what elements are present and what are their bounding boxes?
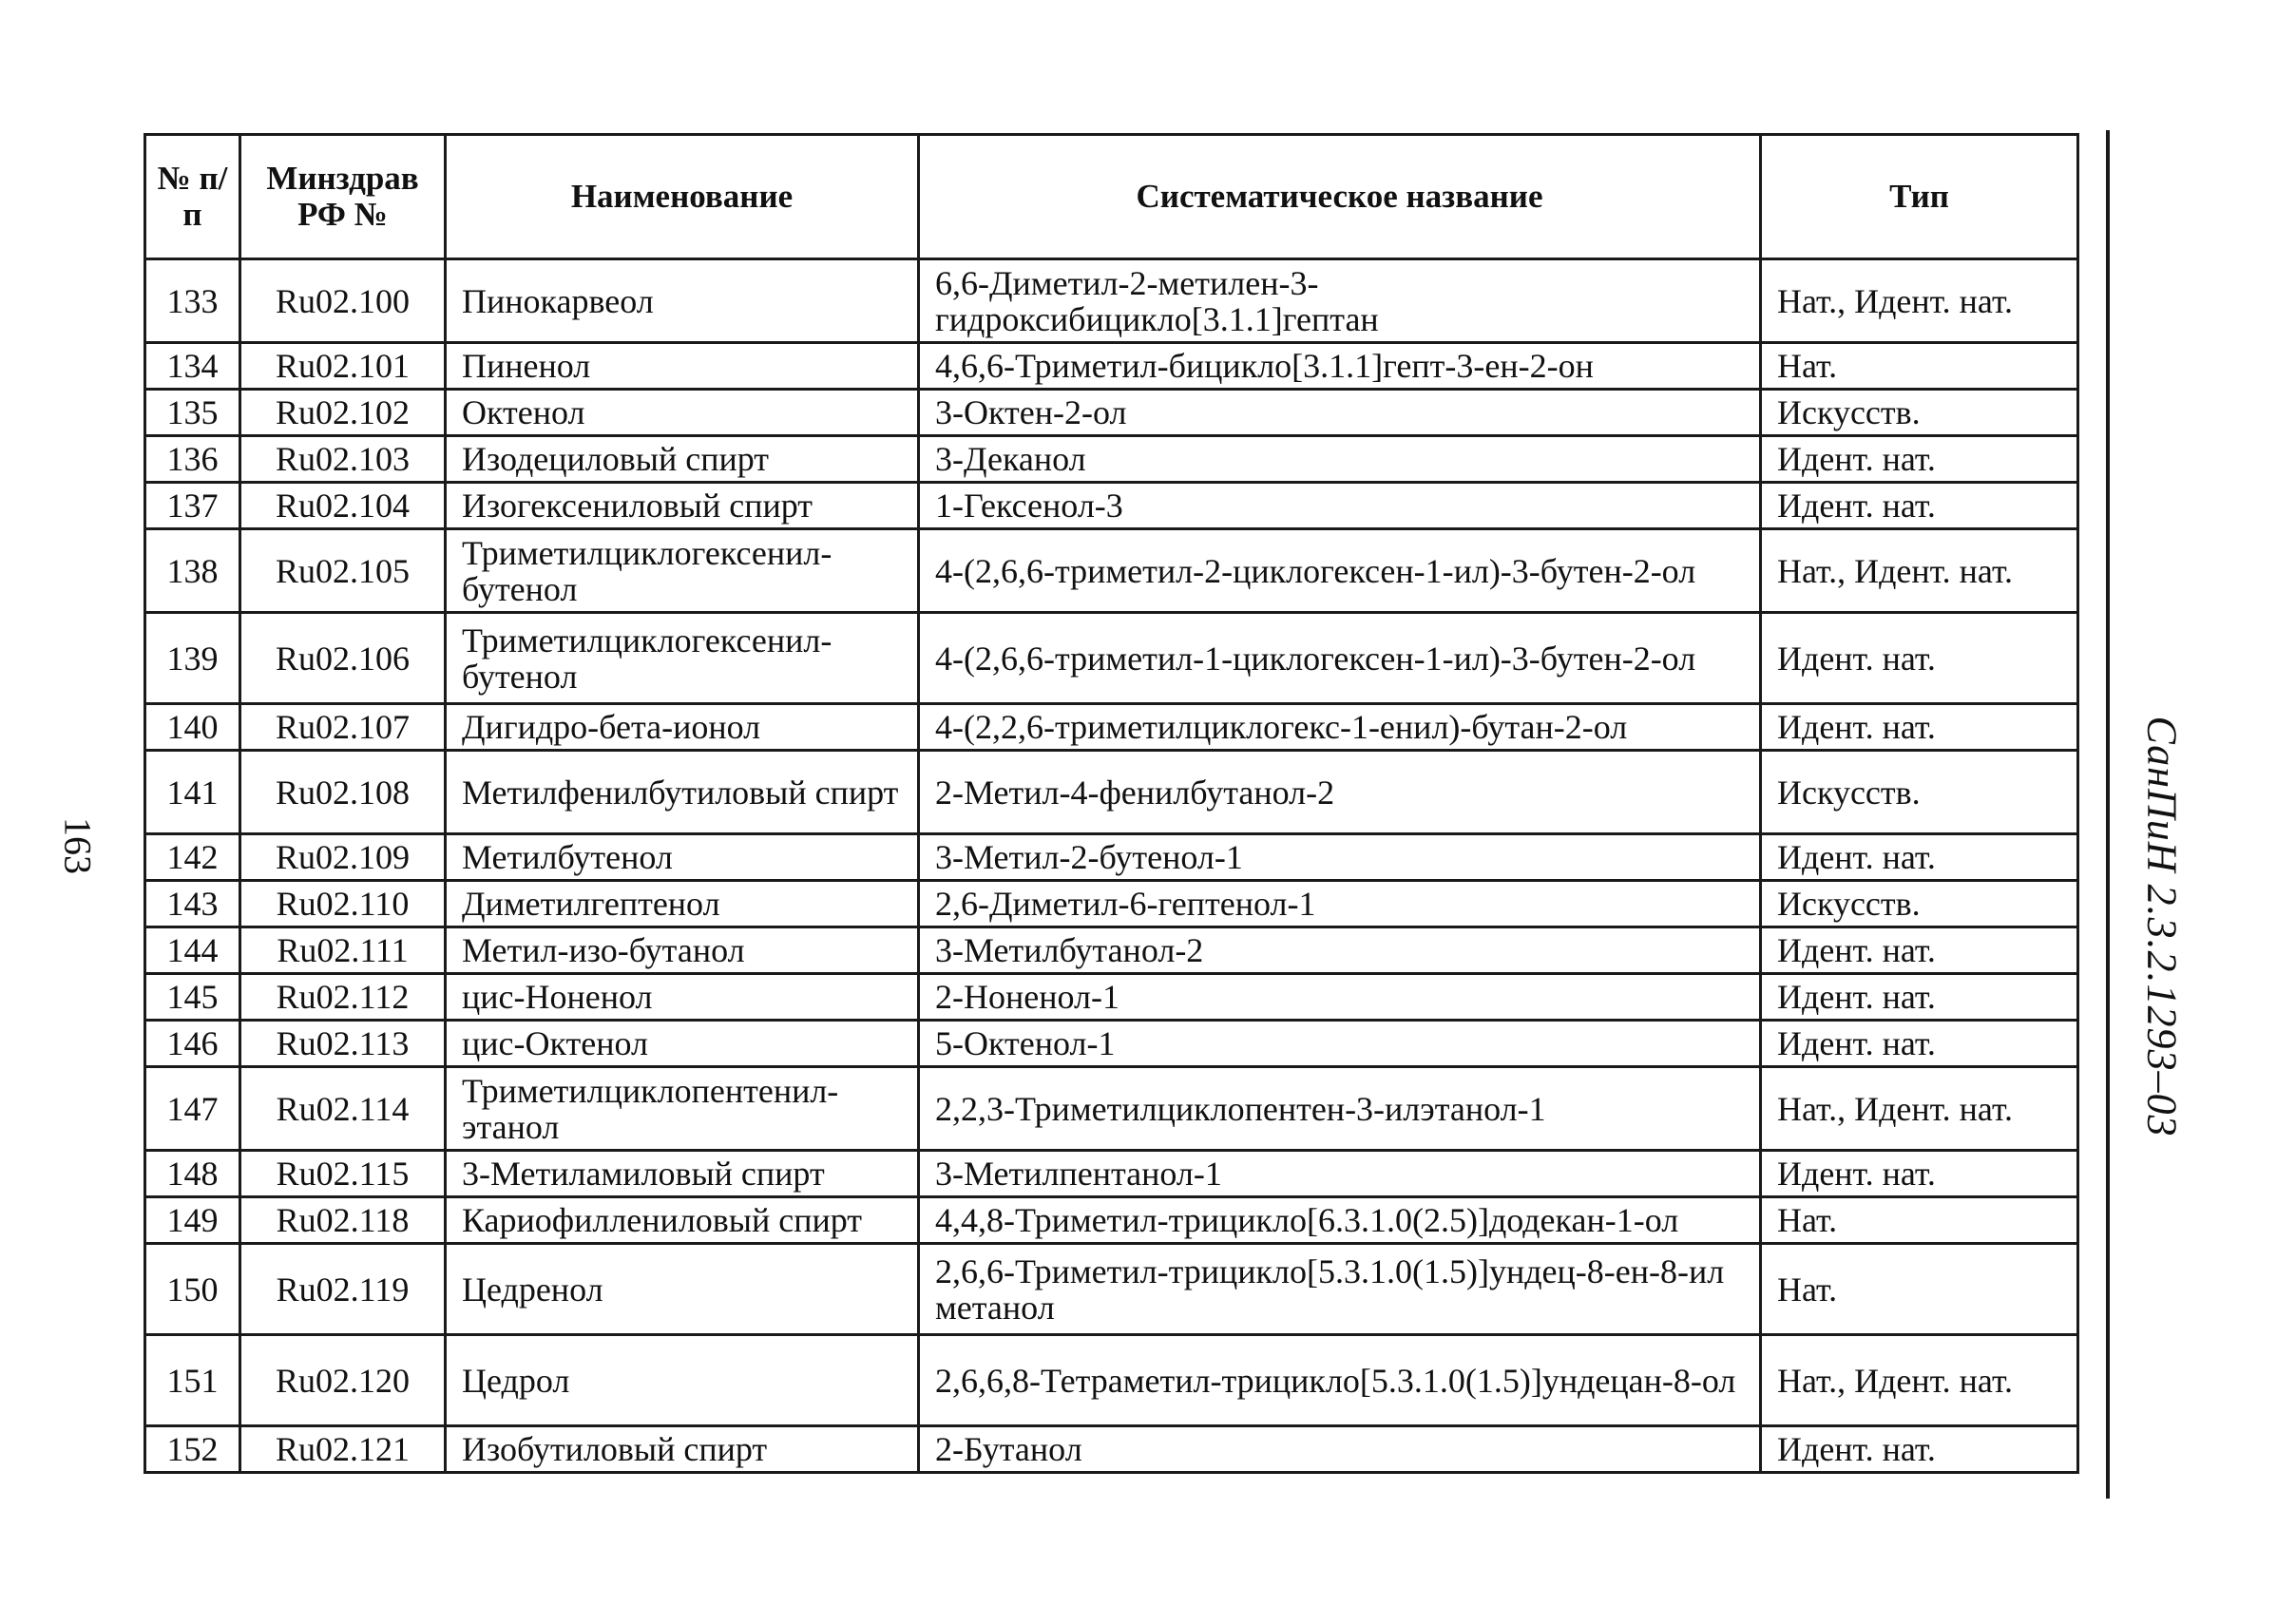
cell-systematic-name: 3-Метилбутанол-2 xyxy=(919,927,1761,974)
cell-num: 133 xyxy=(145,259,240,343)
cell-systematic-name: 4-(2,6,6-триметил-1-циклогексен-1-ил)-3-бутен-2-ол xyxy=(919,613,1761,704)
cell-type: Нат., Идент. нат. xyxy=(1761,1335,2078,1426)
cell-num: 145 xyxy=(145,974,240,1021)
cell-systematic-name: 2-Ноненол-1 xyxy=(919,974,1761,1021)
cell-name: Изобутиловый спирт xyxy=(446,1426,919,1473)
page-number: 163 xyxy=(56,817,100,874)
cell-systematic-name: 3-Метил-2-бутенол-1 xyxy=(919,834,1761,881)
cell-systematic-name: 4,4,8-Триметил-трицикло[6.3.1.0(2.5)]додекан-1-ол xyxy=(919,1197,1761,1244)
cell-type: Идент. нат. xyxy=(1761,483,2078,529)
cell-name: Метил-изо-бутанол xyxy=(446,927,919,974)
cell-num: 135 xyxy=(145,390,240,436)
substances-table xyxy=(144,133,2079,1474)
cell-type: Нат. xyxy=(1761,1244,2078,1335)
cell-code: Ru02.114 xyxy=(240,1067,446,1151)
cell-type: Идент. нат. xyxy=(1761,1151,2078,1197)
table-row xyxy=(145,483,2078,529)
cell-num: 146 xyxy=(145,1021,240,1067)
table-row xyxy=(145,1197,2078,1244)
cell-systematic-name: 6,6-Диметил-2-метилен-3-гидроксибицикло[3.1.1]гептан xyxy=(919,259,1761,343)
cell-code: Ru02.101 xyxy=(240,343,446,390)
table-row xyxy=(145,881,2078,927)
cell-code: Ru02.121 xyxy=(240,1426,446,1473)
cell-type: Идент. нат. xyxy=(1761,1021,2078,1067)
header-num: № п/п xyxy=(145,135,240,259)
table-body xyxy=(145,259,2078,1473)
table-row xyxy=(145,1021,2078,1067)
cell-num: 134 xyxy=(145,343,240,390)
cell-code: Ru02.110 xyxy=(240,881,446,927)
table-row xyxy=(145,1244,2078,1335)
cell-code: Ru02.104 xyxy=(240,483,446,529)
cell-type: Идент. нат. xyxy=(1761,704,2078,751)
cell-systematic-name: 4,6,6-Триметил-бицикло[3.1.1]гепт-3-ен-2-он xyxy=(919,343,1761,390)
cell-type: Идент. нат. xyxy=(1761,927,2078,974)
table-row xyxy=(145,1426,2078,1473)
cell-code: Ru02.109 xyxy=(240,834,446,881)
cell-type: Нат. xyxy=(1761,343,2078,390)
cell-num: 139 xyxy=(145,613,240,704)
cell-code: Ru02.107 xyxy=(240,704,446,751)
table-row xyxy=(145,1067,2078,1151)
cell-systematic-name: 2,6,6,8-Тетраметил-трицикло[5.3.1.0(1.5)]ундецан-8-ол xyxy=(919,1335,1761,1426)
table-row xyxy=(145,436,2078,483)
cell-name: Диметилгептенол xyxy=(446,881,919,927)
cell-name: Цедрол xyxy=(446,1335,919,1426)
cell-type: Идент. нат. xyxy=(1761,613,2078,704)
cell-code: Ru02.100 xyxy=(240,259,446,343)
cell-name: Триметилциклопентенил-этанол xyxy=(446,1067,919,1151)
cell-type: Искусств. xyxy=(1761,751,2078,834)
cell-systematic-name: 3-Метилпентанол-1 xyxy=(919,1151,1761,1197)
cell-name: Кариофиллениловый спирт xyxy=(446,1197,919,1244)
cell-code: Ru02.115 xyxy=(240,1151,446,1197)
cell-systematic-name: 3-Деканол xyxy=(919,436,1761,483)
cell-systematic-name: 4-(2,2,6-триметилциклогекс-1-енил)-бутан-2-ол xyxy=(919,704,1761,751)
cell-type: Идент. нат. xyxy=(1761,834,2078,881)
document-side-title: СанПиН 2.3.2.1293–03 xyxy=(2138,716,2186,1137)
cell-systematic-name: 2-Бутанол xyxy=(919,1426,1761,1473)
cell-systematic-name: 2,6,6-Триметил-трицикло[5.3.1.0(1.5)]ундец-8-ен-8-ил метанол xyxy=(919,1244,1761,1335)
cell-num: 152 xyxy=(145,1426,240,1473)
cell-code: Ru02.112 xyxy=(240,974,446,1021)
cell-type: Нат., Идент. нат. xyxy=(1761,529,2078,613)
table-row xyxy=(145,974,2078,1021)
cell-name: Триметилциклогексенил-бутенол xyxy=(446,529,919,613)
header-code: Минздрав РФ № xyxy=(240,135,446,259)
cell-num: 147 xyxy=(145,1067,240,1151)
cell-code: Ru02.119 xyxy=(240,1244,446,1335)
table-row xyxy=(145,704,2078,751)
cell-systematic-name: 4-(2,6,6-триметил-2-циклогексен-1-ил)-3-бутен-2-ол xyxy=(919,529,1761,613)
margin-rule xyxy=(2106,130,2110,1499)
cell-num: 140 xyxy=(145,704,240,751)
cell-num: 142 xyxy=(145,834,240,881)
cell-name: цис-Октенол xyxy=(446,1021,919,1067)
cell-name: Дигидро-бета-ионол xyxy=(446,704,919,751)
cell-name: Метилфенилбутиловый спирт xyxy=(446,751,919,834)
header-systematic-name: Систематическое название xyxy=(919,135,1761,259)
cell-type: Идент. нат. xyxy=(1761,1426,2078,1473)
table-row xyxy=(145,751,2078,834)
cell-type: Идент. нат. xyxy=(1761,974,2078,1021)
cell-num: 149 xyxy=(145,1197,240,1244)
cell-systematic-name: 2,2,3-Триметилциклопентен-3-илэтанол-1 xyxy=(919,1067,1761,1151)
cell-type: Искусств. xyxy=(1761,390,2078,436)
cell-name: Изодециловый спирт xyxy=(446,436,919,483)
cell-num: 151 xyxy=(145,1335,240,1426)
table-row xyxy=(145,529,2078,613)
cell-name: Метилбутенол xyxy=(446,834,919,881)
cell-name: Цедренол xyxy=(446,1244,919,1335)
cell-type: Искусств. xyxy=(1761,881,2078,927)
table-row xyxy=(145,259,2078,343)
cell-code: Ru02.106 xyxy=(240,613,446,704)
table-row xyxy=(145,1335,2078,1426)
cell-systematic-name: 1-Гексенол-3 xyxy=(919,483,1761,529)
cell-num: 144 xyxy=(145,927,240,974)
cell-name: Октенол xyxy=(446,390,919,436)
cell-type: Нат., Идент. нат. xyxy=(1761,1067,2078,1151)
cell-num: 137 xyxy=(145,483,240,529)
table-row xyxy=(145,343,2078,390)
header-type: Тип xyxy=(1761,135,2078,259)
cell-name: Триметилциклогексенил-бутенол xyxy=(446,613,919,704)
cell-systematic-name: 2,6-Диметил-6-гептенол-1 xyxy=(919,881,1761,927)
cell-systematic-name: 3-Октен-2-ол xyxy=(919,390,1761,436)
table-row xyxy=(145,927,2078,974)
cell-num: 141 xyxy=(145,751,240,834)
header-name: Наименование xyxy=(446,135,919,259)
cell-code: Ru02.111 xyxy=(240,927,446,974)
table-row xyxy=(145,613,2078,704)
cell-num: 138 xyxy=(145,529,240,613)
cell-code: Ru02.105 xyxy=(240,529,446,613)
cell-num: 148 xyxy=(145,1151,240,1197)
cell-name: цис-Ноненол xyxy=(446,974,919,1021)
cell-name: 3-Метиламиловый спирт xyxy=(446,1151,919,1197)
cell-systematic-name: 2-Метил-4-фенилбутанол-2 xyxy=(919,751,1761,834)
cell-code: Ru02.103 xyxy=(240,436,446,483)
cell-code: Ru02.120 xyxy=(240,1335,446,1426)
cell-code: Ru02.102 xyxy=(240,390,446,436)
cell-num: 143 xyxy=(145,881,240,927)
cell-num: 150 xyxy=(145,1244,240,1335)
cell-code: Ru02.113 xyxy=(240,1021,446,1067)
table-row xyxy=(145,834,2078,881)
cell-name: Пинокарвеол xyxy=(446,259,919,343)
cell-name: Изогексениловый спирт xyxy=(446,483,919,529)
table-row xyxy=(145,390,2078,436)
cell-name: Пиненол xyxy=(446,343,919,390)
table-header-row xyxy=(145,135,2078,259)
table-row xyxy=(145,1151,2078,1197)
cell-num: 136 xyxy=(145,436,240,483)
cell-code: Ru02.108 xyxy=(240,751,446,834)
cell-type: Идент. нат. xyxy=(1761,436,2078,483)
cell-type: Нат., Идент. нат. xyxy=(1761,259,2078,343)
cell-code: Ru02.118 xyxy=(240,1197,446,1244)
cell-systematic-name: 5-Октенол-1 xyxy=(919,1021,1761,1067)
cell-type: Нат. xyxy=(1761,1197,2078,1244)
